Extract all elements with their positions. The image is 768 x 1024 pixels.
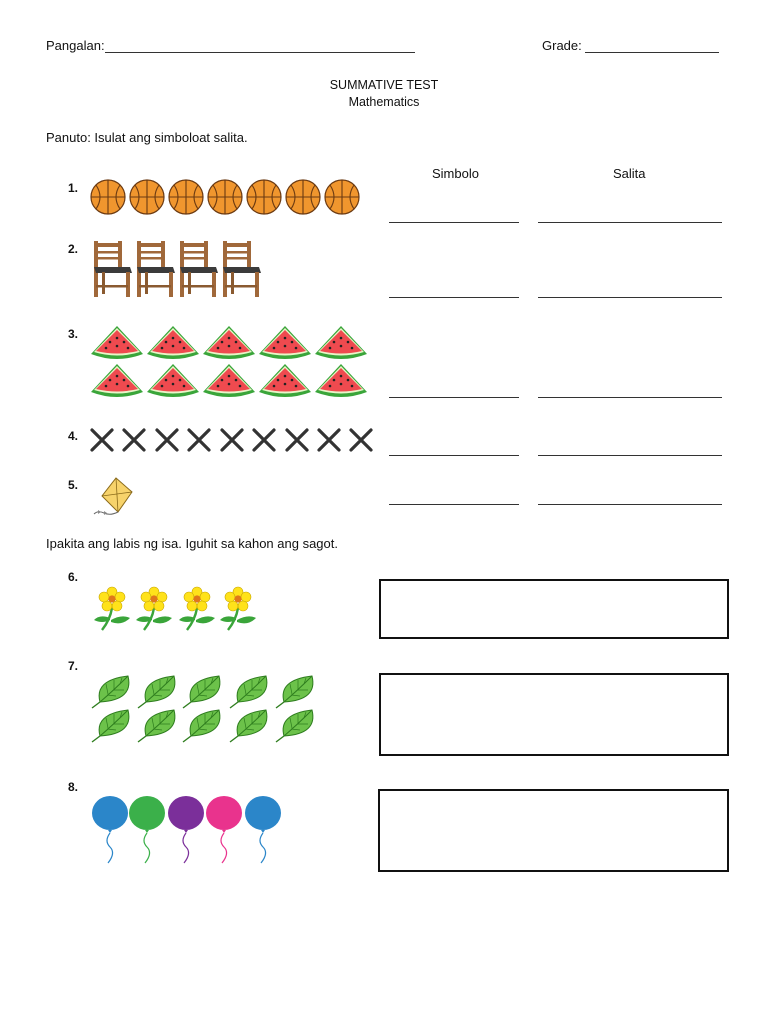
watermelon-icon xyxy=(91,364,143,397)
page-subtitle: Mathematics xyxy=(348,95,420,109)
leaf-icon xyxy=(92,676,129,708)
balloon-icon xyxy=(168,796,204,863)
part2-instruction: Ipakita ang labis ng isa. Iguhit sa kahon ang sagot. xyxy=(46,536,338,551)
item-3-number: 3. xyxy=(68,327,79,341)
basketball-icon xyxy=(325,180,359,214)
item-4-number: 4. xyxy=(68,429,79,443)
leaf-icon xyxy=(92,710,129,742)
chair-icon xyxy=(94,241,132,297)
item-1-basketballs xyxy=(88,178,368,218)
x-mark-icon xyxy=(319,430,339,450)
balloon-icon xyxy=(92,796,128,863)
name-label: Pangalan: xyxy=(46,38,105,53)
item-4-word-blank[interactable] xyxy=(538,455,722,456)
item-7-leaves xyxy=(92,674,332,746)
x-mark-icon xyxy=(254,430,274,450)
flower-icon xyxy=(220,587,256,630)
leaf-icon xyxy=(230,710,267,742)
item-1-number: 1. xyxy=(68,181,79,195)
basketball-icon xyxy=(169,180,203,214)
grade-row xyxy=(542,38,732,53)
leaf-icon xyxy=(276,710,313,742)
watermelon-icon xyxy=(91,326,143,359)
item-3-symbol-blank[interactable] xyxy=(389,397,519,398)
leaf-icon xyxy=(276,676,313,708)
watermelon-icon xyxy=(203,364,255,397)
balloon-icon xyxy=(206,796,242,863)
balloon-icon xyxy=(129,796,165,863)
item-7-answer-box[interactable] xyxy=(379,673,729,756)
chair-icon xyxy=(223,241,261,297)
basketball-icon xyxy=(208,180,242,214)
basketball-icon xyxy=(286,180,320,214)
item-6-flowers xyxy=(92,586,262,634)
item-2-word-blank[interactable] xyxy=(538,297,722,298)
col-symbol-header: Simbolo xyxy=(432,166,479,181)
item-2-number: 2. xyxy=(68,242,79,256)
item-1-word-blank[interactable] xyxy=(538,222,722,223)
x-mark-icon xyxy=(351,430,371,450)
item-8-answer-box[interactable] xyxy=(378,789,729,872)
item-2-chairs xyxy=(88,240,268,300)
watermelon-icon xyxy=(259,364,311,397)
name-blank[interactable] xyxy=(105,38,415,53)
item-4-symbol-blank[interactable] xyxy=(389,455,519,456)
watermelon-icon xyxy=(315,364,367,397)
col-word-header: Salita xyxy=(613,166,646,181)
name-row xyxy=(46,38,426,53)
watermelon-icon xyxy=(147,326,199,359)
page-title: SUMMATIVE TEST xyxy=(329,78,439,92)
watermelon-icon xyxy=(259,326,311,359)
item-5-symbol-blank[interactable] xyxy=(389,504,519,505)
balloon-icon xyxy=(245,796,281,863)
grade-blank[interactable] xyxy=(585,38,719,53)
item-8-balloons xyxy=(90,795,290,867)
leaf-icon xyxy=(138,710,175,742)
flower-icon xyxy=(94,587,130,630)
leaf-icon xyxy=(183,676,220,708)
item-3-watermelons xyxy=(90,324,375,404)
grade-label: Grade: xyxy=(542,38,582,53)
basketball-icon xyxy=(130,180,164,214)
x-mark-icon xyxy=(92,430,112,450)
item-3-word-blank[interactable] xyxy=(538,397,722,398)
item-5-word-blank[interactable] xyxy=(538,504,722,505)
leaf-icon xyxy=(183,710,220,742)
item-1-symbol-blank[interactable] xyxy=(389,222,519,223)
chair-icon xyxy=(180,241,218,297)
watermelon-icon xyxy=(315,326,367,359)
watermelon-icon xyxy=(147,364,199,397)
item-4-x-marks xyxy=(90,428,380,452)
x-mark-icon xyxy=(189,430,209,450)
item-6-number: 6. xyxy=(68,570,79,584)
x-mark-icon xyxy=(157,430,177,450)
leaf-icon xyxy=(230,676,267,708)
x-mark-icon xyxy=(222,430,242,450)
basketball-icon xyxy=(91,180,125,214)
leaf-icon xyxy=(138,676,175,708)
x-mark-icon xyxy=(124,430,144,450)
basketball-icon xyxy=(247,180,281,214)
flower-icon xyxy=(179,587,215,630)
chair-icon xyxy=(137,241,175,297)
watermelon-icon xyxy=(203,326,255,359)
item-6-answer-box[interactable] xyxy=(379,579,729,639)
item-8-number: 8. xyxy=(68,780,79,794)
x-mark-icon xyxy=(287,430,307,450)
item-2-symbol-blank[interactable] xyxy=(389,297,519,298)
kite-icon xyxy=(90,476,138,520)
item-7-number: 7. xyxy=(68,659,79,673)
flower-icon xyxy=(136,587,172,630)
item-5-number: 5. xyxy=(68,478,79,492)
part1-instruction: Panuto: Isulat ang simboloat salita. xyxy=(46,130,248,145)
